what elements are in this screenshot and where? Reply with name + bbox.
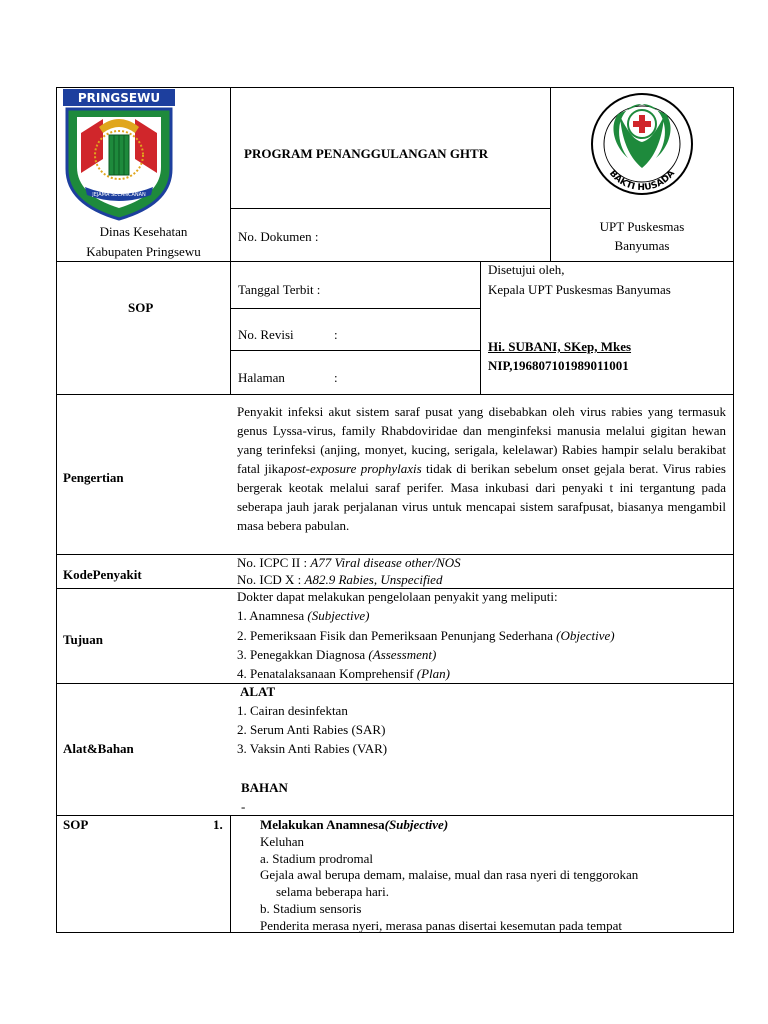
approver-title: Kepala UPT Puskesmas Banyumas — [488, 282, 671, 297]
grid-line — [480, 261, 481, 395]
tujuan-item — [237, 628, 615, 644]
tujuan-item-text: 2. Pemeriksaan Fisik dan Pemeriksaan Penunjang Sederhana — [237, 628, 557, 643]
alat-item: 3. Vaksin Anti Rabies (VAR) — [237, 741, 388, 756]
crest-ribbon-text: JEJAMA SECANCANAN — [92, 192, 146, 198]
kode-penyakit-label: KodePenyakit — [63, 567, 142, 582]
grid-line — [230, 350, 480, 351]
approver-name: Hi. SUBANI, SKep, Mkes — [488, 339, 632, 354]
stadium-a-text-cont: selama beberapa hari. — [276, 884, 389, 899]
stadium-a-text: Gejala awal berupa demam, malaise, mual dan rasa nyeri di tenggorokan — [260, 867, 639, 882]
grid-line — [56, 683, 734, 684]
pengertian-text-a: Penyakit infeksi akut sistem saraf pusat yang disebabkan oleh virus rabies yang termasuk genus Lyssa-virus, family Rhabdoviridae dan menginfeksi manusia melalui gigitan hewan yang terinfeksi (anjing, monyet, kucing, serigala, kelelawar) Rabies hampir selalu berakibat fatal jika — [237, 404, 726, 476]
logo-arc-textpath: BAKTI HUSADA — [606, 168, 678, 194]
grid-line — [230, 87, 231, 395]
tujuan-item-italic: (Assessment) — [368, 647, 437, 662]
grid-line — [56, 261, 734, 262]
icpc-value: A77 Viral disease other/NOS — [310, 555, 461, 570]
tujuan-intro: Dokter dapat melakukan pengelolaan penyakit yang meliputi: — [237, 589, 558, 604]
tujuan-item-text: 1. Anamnesa — [237, 608, 308, 623]
halaman-colon: : — [334, 370, 338, 385]
department-line-2: Kabupaten Pringsewu — [86, 244, 201, 259]
grid-line — [733, 87, 734, 933]
bakti-husada-logo — [588, 88, 696, 200]
no-revisi-label: No. Revisi — [238, 327, 294, 342]
stadium-a-label: a. Stadium prodromal — [260, 851, 374, 866]
tujuan-item — [237, 608, 369, 624]
halaman-label: Halaman — [238, 370, 285, 385]
icd-code — [237, 572, 442, 588]
step-heading-text: Melakukan Anamnesa — [260, 817, 385, 832]
icd-prefix: No. ICD X : — [237, 572, 305, 587]
approver-nip: NIP,196807101989011001 — [488, 358, 629, 373]
step-number: 1. — [213, 817, 223, 832]
icpc-code — [237, 555, 461, 571]
grid-line — [56, 394, 734, 395]
tujuan-item — [237, 666, 450, 682]
tujuan-label: Tujuan — [63, 632, 103, 647]
bahan-heading: BAHAN — [241, 780, 288, 795]
tujuan-item — [237, 647, 436, 663]
grid-line — [56, 815, 734, 816]
pengertian-text — [237, 402, 726, 535]
pengertian-text-b: tidak di berikan sebelum onset gejala berat. Virus rabies bergerak keotak melalui saraf perifer. Masa inkubasi dari penyaki t ini tergantung pada seberapa jauh jarak perjalanan virus untuk mencapai sistem sarafpusat, biasanya mengambil masa bebera pabulan. — [237, 461, 726, 533]
tujuan-item-text: 4. Penatalaksanaan Komprehensif — [237, 666, 417, 681]
department-line-1: Dinas Kesehatan — [99, 224, 188, 239]
step-heading-italic: (Subjective) — [384, 817, 449, 832]
tujuan-item-italic: (Subjective) — [307, 608, 370, 623]
icd-value: A82.9 Rabies, Unspecified — [304, 572, 443, 587]
alat-item: 1. Cairan desinfektan — [237, 703, 348, 718]
approved-by: Disetujui oleh, — [488, 262, 565, 277]
stadium-b-text: Penderita merasa nyeri, merasa panas disertai kesemutan pada tempat — [260, 918, 623, 933]
icpc-prefix: No. ICPC II : — [237, 555, 311, 570]
no-dokumen-label: No. Dokumen : — [238, 229, 319, 244]
alat-bahan-label: Alat&Bahan — [63, 741, 134, 756]
document-title: PROGRAM PENANGGULANGAN GHTR — [244, 146, 489, 161]
sop-label: SOP — [128, 300, 154, 315]
pengertian-label: Pengertian — [63, 470, 124, 485]
tujuan-item-italic: (Plan) — [416, 666, 450, 681]
pengertian-text-italic: post-exposure prophylaxis — [283, 461, 422, 476]
tujuan-item-text: 3. Penegakkan Diagnosa — [237, 647, 369, 662]
pringsewu-crest-logo — [63, 89, 175, 221]
crest-title-text: PRINGSEWU — [77, 91, 161, 105]
bahan-value: - — [241, 799, 246, 814]
sop-steps-label: SOP — [63, 817, 89, 832]
alat-heading: ALAT — [240, 684, 276, 699]
grid-line — [230, 208, 550, 209]
grid-line — [230, 815, 231, 933]
grid-line — [230, 308, 480, 309]
no-revisi-colon: : — [334, 327, 338, 342]
tujuan-item-italic: (Objective) — [556, 628, 615, 643]
facility-line-1: UPT Puskesmas — [599, 219, 685, 234]
alat-item: 2. Serum Anti Rabies (SAR) — [237, 722, 386, 737]
facility-line-2: Banyumas — [614, 238, 670, 253]
keluhan-label: Keluhan — [260, 834, 305, 849]
stadium-b-label: b. Stadium sensoris — [260, 901, 362, 916]
step-heading — [260, 817, 448, 833]
tanggal-terbit-label: Tanggal Terbit : — [238, 282, 321, 297]
grid-line — [56, 87, 57, 933]
